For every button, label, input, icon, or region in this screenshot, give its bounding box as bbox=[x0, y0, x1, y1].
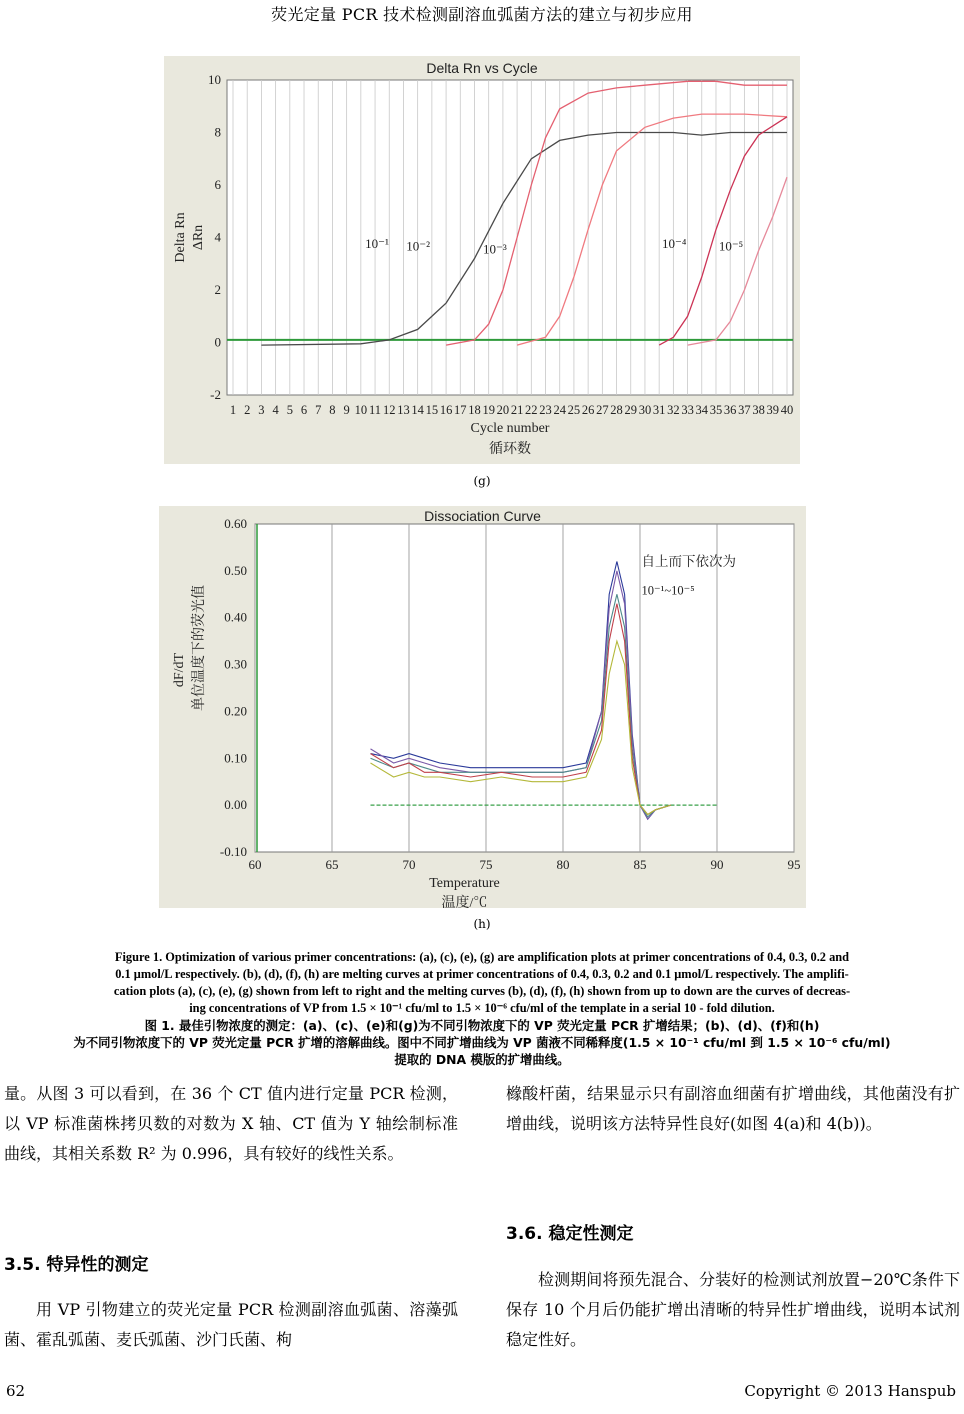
dilution-annotation: 10⁻² bbox=[406, 238, 431, 254]
x-tick-label: 8 bbox=[329, 403, 336, 417]
x-tick-label: 80 bbox=[556, 857, 570, 872]
x-tick-label: 27 bbox=[596, 403, 609, 417]
dilution-annotation: 10⁻⁵ bbox=[718, 238, 744, 254]
x-tick-label: 28 bbox=[610, 403, 623, 417]
y-tick-label: 8 bbox=[214, 124, 221, 140]
y-axis-label-2: ΔRn bbox=[191, 224, 206, 251]
x-tick-label: 30 bbox=[638, 403, 652, 417]
x-tick-label: 31 bbox=[652, 403, 666, 417]
y-tick-label: 0 bbox=[214, 334, 221, 350]
x-tick-label: 65 bbox=[325, 857, 339, 872]
x-tick-label: 36 bbox=[723, 403, 737, 417]
caption-en-line: ing concentrations of VP from 1.5 × 10⁻¹ cfu/ml to 1.5 × 10⁻⁶ cfu/ml of the template in a serial 10 - fold dilution. bbox=[189, 1001, 775, 1015]
caption-en-line: cation plots (a), (c), (e), (g) shown from left to right and the melting curves (b), (d), (f), (h) shown from up to down are the curves of decreas- bbox=[113, 984, 851, 998]
x-tick-label: 4 bbox=[272, 403, 279, 417]
y-tick-label: -2 bbox=[210, 387, 221, 402]
x-tick-label: 35 bbox=[709, 403, 723, 417]
x-tick-label: 90 bbox=[710, 857, 724, 872]
y-tick-label: 0.60 bbox=[224, 516, 247, 531]
x-tick-label: 37 bbox=[738, 403, 751, 417]
x-tick-label: 21 bbox=[510, 403, 524, 417]
x-tick-label: 60 bbox=[248, 857, 262, 872]
x-tick-label: 70 bbox=[402, 857, 416, 872]
annotation-text: 自上而下依次为 bbox=[641, 554, 737, 570]
copyright: Copyright © 2013 Hanspub bbox=[744, 1382, 956, 1400]
x-tick-label: 12 bbox=[383, 403, 396, 417]
x-axis-label: Temperature bbox=[429, 876, 500, 891]
dilution-annotation: 10⁻³ bbox=[483, 241, 507, 257]
x-tick-label: 17 bbox=[454, 403, 467, 417]
y-axis-label: dF/dT bbox=[172, 652, 187, 688]
chart-title: Dissociation Curve bbox=[424, 508, 541, 524]
plot-area bbox=[255, 524, 794, 852]
y-tick-label: 0.00 bbox=[224, 797, 247, 813]
y-axis-label-cn: 单位温度下的荧光值 bbox=[192, 585, 207, 711]
page-number: 62 bbox=[6, 1382, 26, 1400]
x-tick-label: 33 bbox=[681, 403, 694, 417]
y-tick-label: 2 bbox=[214, 282, 221, 297]
paragraph: 检测期间将预先混合、分装好的检测试剂放置−20℃条件下保存 10 个月后仍能扩增出清晰的特异性扩增曲线，说明本试剂稳定性好。 bbox=[506, 1270, 960, 1349]
x-tick-label: 16 bbox=[439, 403, 453, 417]
section-heading-3-6: 3.6. 稳定性测定 bbox=[506, 1224, 634, 1244]
x-axis-label-cn: 温度/℃ bbox=[441, 896, 488, 908]
x-tick-label: 3 bbox=[258, 403, 265, 417]
x-tick-label: 14 bbox=[411, 403, 424, 417]
section-heading-3-5: 3.5. 特异性的测定 bbox=[4, 1255, 149, 1275]
x-axis-label: Cycle number bbox=[470, 421, 550, 436]
figure-caption bbox=[6, 949, 958, 1068]
right-column-para1 bbox=[506, 1079, 960, 1139]
plot-area bbox=[227, 80, 793, 395]
caption-cn-line: 为不同引物浓度下的 VP 荧光定量 PCR 扩增的溶解曲线。图中不同扩增曲线为 VP 菌液不同稀释度(1.5 × 10⁻¹ cfu/ml 到 1.5 × 10⁻⁶ cfu/ml) bbox=[73, 1035, 891, 1050]
annotation-text: 10⁻¹~10⁻⁵ bbox=[641, 583, 695, 598]
y-tick-label: 4 bbox=[214, 229, 221, 245]
x-tick-label: 11 bbox=[369, 403, 382, 417]
x-tick-label: 19 bbox=[482, 403, 495, 417]
x-tick-label: 5 bbox=[286, 403, 293, 417]
x-tick-label: 75 bbox=[479, 857, 493, 872]
x-tick-label: 95 bbox=[787, 857, 801, 872]
y-tick-label: 0.30 bbox=[224, 656, 247, 672]
paragraph: 用 VP 引物建立的荧光定量 PCR 检测副溶血弧菌、溶藻弧菌、霍乱弧菌、麦氏弧菌、沙门氏菌、枸 bbox=[4, 1300, 458, 1349]
x-tick-label: 25 bbox=[567, 403, 581, 417]
x-tick-label: 23 bbox=[539, 403, 552, 417]
caption-cn-line: 提取的 DNA 模版的扩增曲线。 bbox=[394, 1052, 570, 1067]
left-column-para1 bbox=[4, 1079, 458, 1169]
x-tick-label: 9 bbox=[343, 403, 350, 417]
y-tick-label: -0.10 bbox=[219, 844, 247, 859]
caption-en-line: 0.1 μmol/L respectively. (b), (d), (f), (h) are melting curves at primer concentrations of 0.4, 0.3, 0.2 and 0.1 μmol/L respectively. The amplifi- bbox=[115, 967, 849, 981]
chart-title: Delta Rn vs Cycle bbox=[426, 60, 538, 76]
right-column-para2 bbox=[506, 1265, 960, 1355]
y-tick-label: 0.10 bbox=[224, 750, 247, 766]
x-tick-label: 22 bbox=[525, 403, 538, 417]
caption-cn-line: 图 1. 最佳引物浓度的测定：(a)、(c)、(e)和(g)为不同引物浓度下的 VP 荧光定量 PCR 扩增结果；(b)、(d)、(f)和(h) bbox=[144, 1018, 820, 1033]
running-header: 荧光定量 PCR 技术检测副溶血弧菌方法的建立与初步应用 bbox=[271, 5, 693, 24]
figure-h-panel bbox=[159, 506, 806, 908]
x-tick-label: 39 bbox=[766, 403, 780, 417]
figure-g-label: (g) bbox=[473, 474, 491, 488]
y-tick-label: 0.40 bbox=[224, 609, 247, 625]
x-tick-label: 7 bbox=[315, 403, 322, 417]
paragraph: 量。从图 3 可以看到，在 36 个 CT 值内进行定量 PCR 检测，以 VP 标准菌株拷贝数的对数为 X 轴、CT 值为 Y 轴绘制标准曲线，其相关系数 R² 为 0.996，具有较好的线性关系。 bbox=[4, 1084, 458, 1163]
y-tick-label: 6 bbox=[214, 177, 221, 192]
y-tick-label: 10 bbox=[208, 72, 221, 87]
x-tick-label: 18 bbox=[468, 403, 481, 417]
x-tick-label: 32 bbox=[667, 403, 680, 417]
x-tick-label: 1 bbox=[229, 403, 237, 417]
x-axis-label-cn: 循环数 bbox=[489, 442, 531, 457]
x-tick-label: 38 bbox=[752, 403, 765, 417]
x-tick-label: 6 bbox=[300, 403, 308, 417]
dilution-annotation: 10⁻¹ bbox=[365, 236, 389, 251]
x-tick-label: 15 bbox=[425, 403, 439, 417]
dilution-annotation: 10⁻⁴ bbox=[661, 236, 687, 251]
x-tick-label: 40 bbox=[780, 403, 794, 417]
amplification-chart bbox=[164, 56, 800, 464]
figure-h-label: (h) bbox=[473, 917, 491, 931]
y-axis-label: Delta Rn bbox=[173, 212, 188, 263]
paragraph: 橼酸杆菌，结果显示只有副溶血细菌有扩增曲线，其他菌没有扩增曲线，说明该方法特异性良好(如图 4(a)和 4(b))。 bbox=[506, 1084, 960, 1133]
y-tick-label: 0.50 bbox=[224, 562, 247, 578]
x-tick-label: 26 bbox=[581, 403, 595, 417]
y-tick-label: 0.20 bbox=[224, 703, 247, 719]
x-tick-label: 34 bbox=[695, 403, 709, 417]
caption-en-line: Figure 1. Optimization of various primer concentrations: (a), (c), (e), (g) are amplification plots at primer concentrations of 0.4, 0.3, 0.2 and bbox=[114, 950, 850, 964]
dissociation-chart bbox=[159, 506, 806, 908]
x-tick-label: 85 bbox=[633, 857, 647, 872]
figure-g-panel bbox=[164, 56, 800, 464]
x-tick-label: 29 bbox=[624, 403, 637, 417]
x-tick-label: 10 bbox=[354, 403, 368, 417]
x-tick-label: 24 bbox=[553, 403, 566, 417]
x-tick-label: 13 bbox=[397, 403, 410, 417]
x-tick-label: 2 bbox=[244, 403, 251, 417]
x-tick-label: 20 bbox=[496, 403, 510, 417]
left-column-para2 bbox=[4, 1295, 458, 1355]
